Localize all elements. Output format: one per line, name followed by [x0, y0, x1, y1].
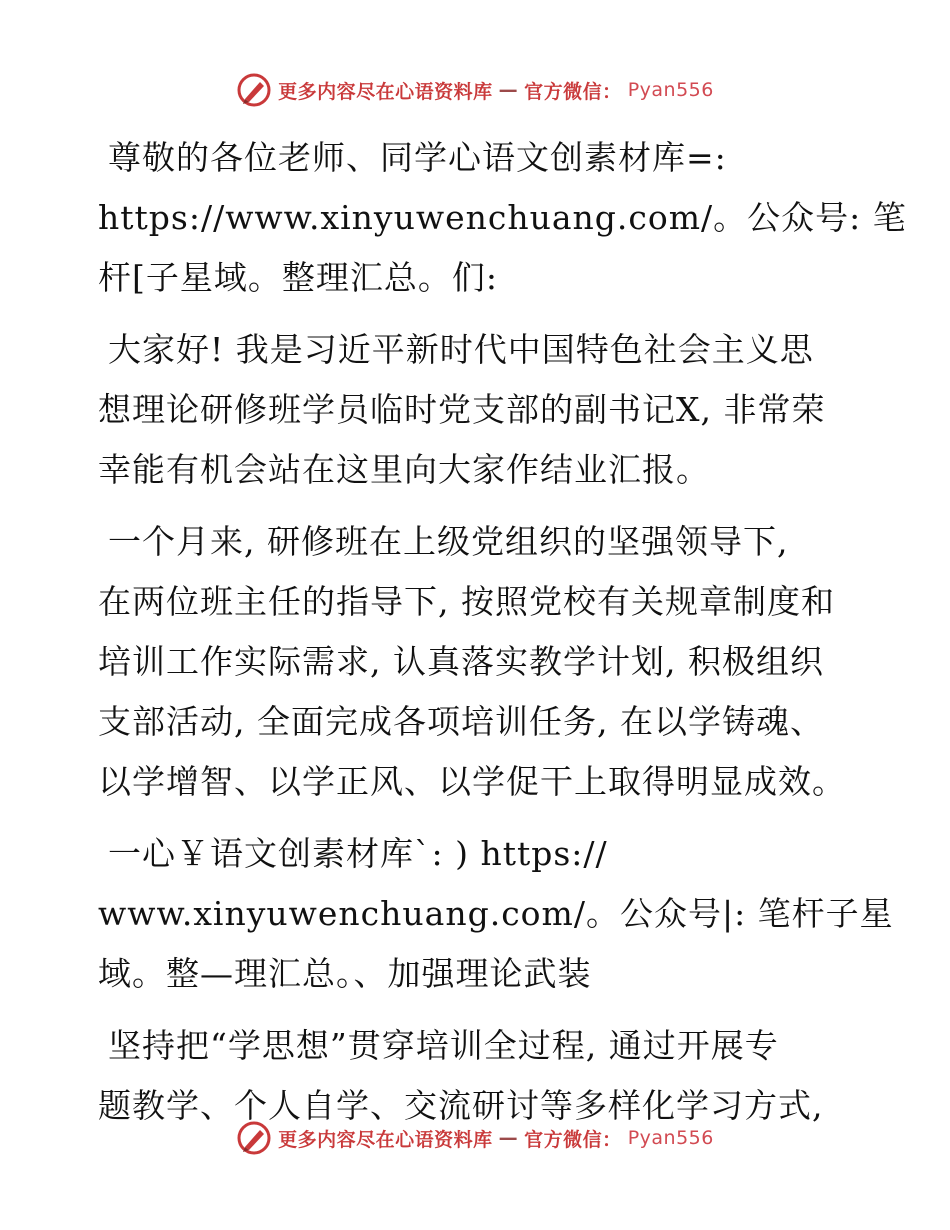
banner-wechat-id: Pyan556: [627, 1127, 714, 1149]
text-line: 题教学、个人自学、交流研讨等多样化学习方式,: [98, 1086, 824, 1125]
text-line: 域。整—理汇总。、加强理论武装: [98, 954, 592, 993]
text-line: 尊敬的各位老师、同学心语文创素材库=:: [108, 138, 727, 177]
text-line: 幸能有机会站在这里向大家作结业汇报。: [98, 450, 710, 489]
document-body: [98, 128, 907, 1136]
paragraph-summary: [98, 512, 858, 812]
text-line: https://www.xinyuwenchuang.com/。公众号: 笔: [98, 198, 907, 237]
text-line: 以学增智、以学正风、以学促干上取得明显成效。: [98, 762, 846, 801]
banner-separator: —: [498, 1127, 519, 1149]
text-line: 杆[子星域。整理汇总。们:: [98, 258, 498, 297]
banner-main-text: 更多内容尽在心语资料库: [278, 80, 493, 103]
text-line: 想理论研修班学员临时党支部的副书记X, 非常荣: [98, 390, 826, 429]
banner-wechat-label: 官方微信：: [524, 1128, 622, 1151]
banner-main-text: 更多内容尽在心语资料库: [278, 1128, 493, 1151]
paragraph-greeting: [98, 128, 907, 308]
banner-wechat-id: Pyan556: [627, 79, 714, 101]
header-watermark-banner: [0, 68, 950, 112]
footer-watermark-banner: [0, 1116, 950, 1160]
text-line: 培训工作实际需求, 认真落实教学计划, 积极组织: [98, 642, 824, 681]
pen-logo-icon: [236, 72, 272, 108]
paragraph-introduction: [98, 320, 858, 500]
text-line: 大家好! 我是习近平新时代中国特色社会主义思: [108, 330, 814, 369]
paragraph-section-heading: [98, 824, 894, 1004]
text-line: 在两位班主任的指导下, 按照党校有关规章制度和: [98, 582, 835, 621]
banner-wechat-label: 官方微信：: [524, 80, 622, 103]
text-line: www.xinyuwenchuang.com/。公众号|: 笔杆子星: [98, 894, 894, 933]
banner-separator: —: [498, 79, 519, 101]
text-line: 支部活动, 全面完成各项培训任务, 在以学铸魂、: [98, 702, 824, 741]
pen-logo-icon: [236, 1120, 272, 1156]
text-line: 一心￥语文创素材库`: ) https://: [108, 834, 608, 873]
text-line: 一个月来, 研修班在上级党组织的坚强领导下,: [108, 522, 789, 561]
text-line: 坚持把“学思想”贯穿培训全过程, 通过开展专: [108, 1026, 779, 1065]
